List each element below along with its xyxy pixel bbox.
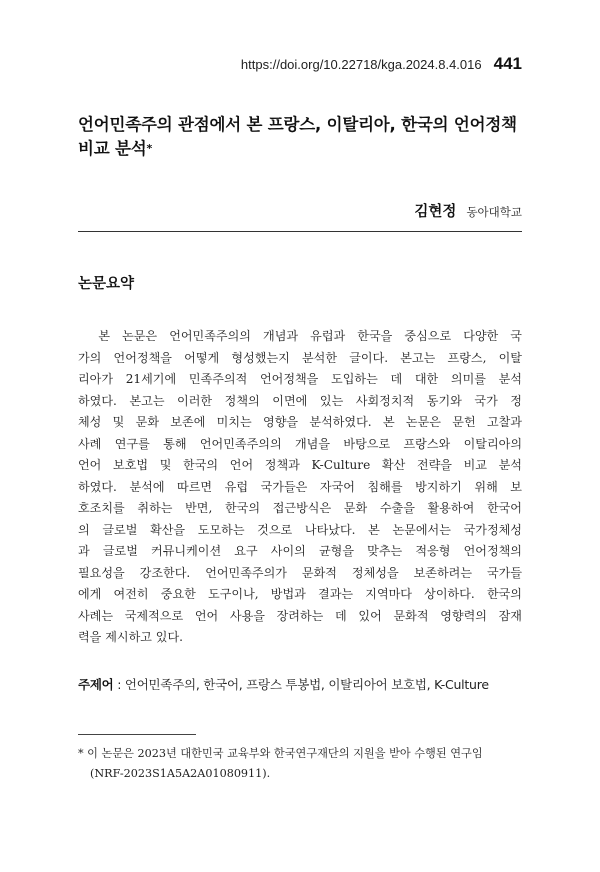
page-number: 441 xyxy=(493,54,522,73)
title-footnote-mark[interactable]: * xyxy=(146,142,153,155)
doi-link[interactable]: https://doi.org/10.22718/kga.2024.8.4.016 xyxy=(240,57,482,72)
author-affiliation: 동아대학교 xyxy=(466,205,522,219)
abstract-line: 호조치를 취하는 반면, 한국의 접근방식은 문화 수출을 활용하여 한국어 xyxy=(78,501,522,515)
abstract-line: 력을 제시하고 있다. xyxy=(78,630,183,644)
abstract-line: 본 논문은 언어민족주의의 개념과 유럽과 한국을 중심으로 다양한 국 xyxy=(78,329,522,343)
abstract-line: 에게 여전히 중요한 도구이나, 방법과 결과는 지역마다 상이하다. 한국의 xyxy=(78,587,522,601)
abstract-line: 과 글로벌 커뮤니케이션 요구 사이의 균형을 맞추는 적응형 언어정책의 xyxy=(78,544,522,558)
keywords-separator: : xyxy=(113,677,125,692)
abstract-line: 리아가 21세기에 민족주의적 언어정책을 도입하는 데 대한 의미를 분석 xyxy=(78,372,522,386)
paper-title xyxy=(78,113,528,161)
funding-footnote xyxy=(78,744,522,784)
abstract-line: 사례 연구를 통해 언어민족주의의 개념을 바탕으로 프랑스와 이탈리아의 xyxy=(78,436,522,451)
title-line-1: 언어민족주의 관점에서 본 프랑스, 이탈리아, 한국의 언어정책 xyxy=(78,115,517,134)
title-divider xyxy=(78,231,522,232)
abstract-line: 하였다. 본고는 이러한 정책의 이면에 있는 사회정치적 동기와 국가 정 xyxy=(78,393,522,408)
author-name: 김현정 xyxy=(414,204,457,220)
keywords-label: 주제어 xyxy=(78,677,114,692)
abstract-heading: 논문요약 xyxy=(78,276,135,292)
abstract-body xyxy=(78,326,522,649)
abstract-line: 언어 보호법 및 한국의 언어 정책과 K-Culture 확산 전략을 비교 분석 xyxy=(78,458,522,472)
abstract-line: 사례는 국제적으로 언어 사용을 장려하는 데 있어 문화적 영향력의 잠재 xyxy=(78,608,522,623)
author-block xyxy=(78,200,522,221)
footnote-line-1: * 이 논문은 2023년 대한민국 교육부와 한국연구재단의 지원을 받아 수행된 연구임 xyxy=(78,747,483,760)
abstract-line: 체성 및 문화 보존에 미치는 영향을 분석하였다. 본 논문은 문헌 고찰과 xyxy=(78,415,522,429)
abstract-line: 가의 언어정책을 어떻게 형성했는지 분석한 글이다. 본고는 프랑스, 이탈 xyxy=(78,350,522,365)
footnote-line-2: (NRF-2023S1A5A2A01080911). xyxy=(90,767,271,780)
title-line-2-text: 비교 분석 xyxy=(78,139,147,158)
keywords-text: 언어민족주의, 한국어, 프랑스 투봉법, 이탈리아어 보호법, K-Culture xyxy=(124,677,489,692)
keywords-block xyxy=(78,675,522,693)
footnote-divider xyxy=(78,734,196,735)
abstract-line: 하였다. 분석에 따르면 유럽 국가들은 자국어 침해를 방지하기 위해 보 xyxy=(78,479,522,494)
abstract-line: 필요성을 강조한다. 언어민족주의가 문화적 정체성을 보존하려는 국가들 xyxy=(78,565,522,580)
abstract-line: 의 글로벌 확산을 도모하는 것으로 나타났다. 본 논문에서는 국가정체성 xyxy=(78,522,522,537)
title-line-2 xyxy=(78,137,528,161)
page-header xyxy=(78,54,522,74)
